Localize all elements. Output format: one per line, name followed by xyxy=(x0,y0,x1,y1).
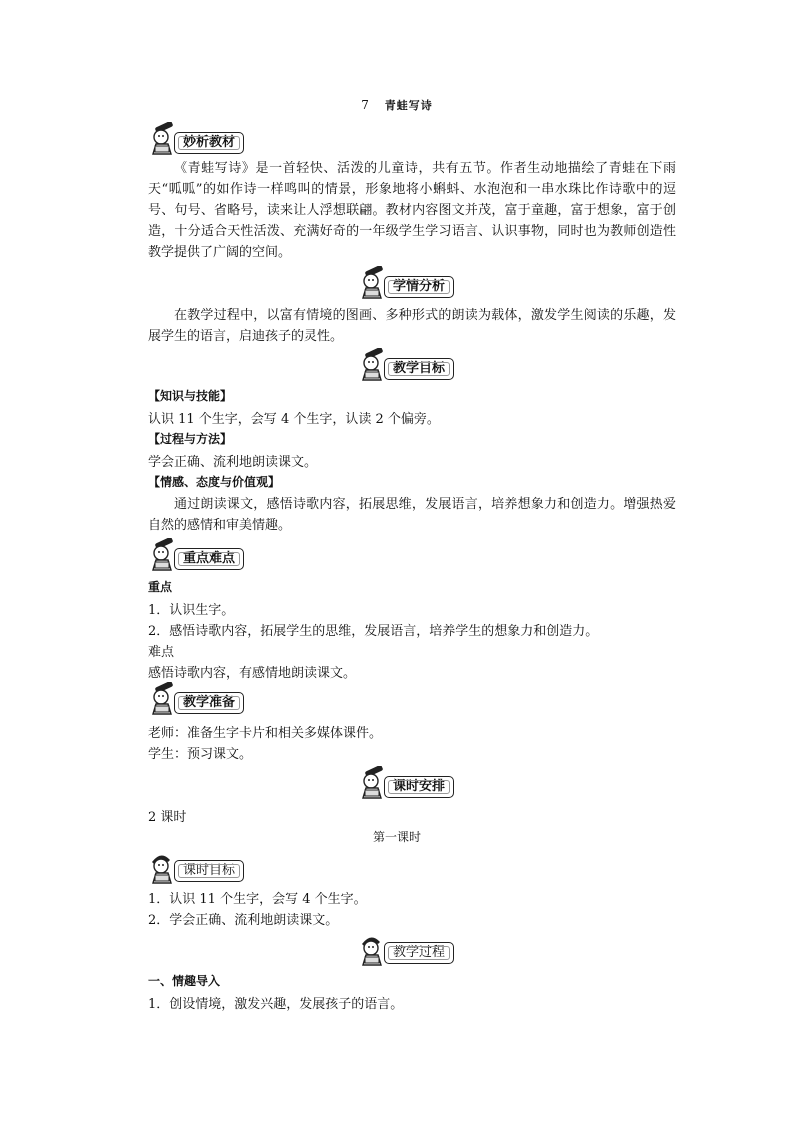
lesson-name: 青蛙写诗 xyxy=(384,99,433,112)
schedule-text: 2 课时 xyxy=(148,810,187,825)
learners-text: 在教学过程中，以富有情境的图画、多种形式的朗读为载体，激发学生阅读的乐趣，发展学生的语言，启迪孩子的灵性。 xyxy=(148,308,676,344)
section-badge-process xyxy=(356,934,454,966)
knowledge-text: 认识 11 个生字，会写 4 个生字，认读 2 个偏旁。 xyxy=(148,412,440,427)
process-heading: 【过程与方法】 xyxy=(148,432,233,446)
prep-teacher: 老师：准备生字卡片和相关多媒体课件。 xyxy=(148,726,383,741)
lesson-goal-2: 2．学会正确、流利地朗读课文。 xyxy=(148,913,339,928)
section-badge-keypoints xyxy=(146,540,244,572)
section-badge-goals xyxy=(356,350,454,382)
knowledge-heading: 【知识与技能】 xyxy=(148,389,233,403)
emotion-heading: 【情感、态度与价值观】 xyxy=(148,475,281,489)
section-badge-learners xyxy=(356,268,454,300)
section-label: 课时安排 xyxy=(384,776,454,798)
section-label: 课时目标 xyxy=(174,860,244,882)
key-heading: 重点 xyxy=(148,580,173,594)
analysis-text: 《青蛙写诗》是一首轻快、活泼的儿童诗，共有五节。作者生动地描绘了青蛙在下雨天“呱呱”的如作诗一样鸣叫的情景，形象地将小蝌蚪、水泡泡和一串水珠比作诗歌中的逗号、句号、省略号，读来让人浮想联翩。教材内容图文并茂，富于童趣，富于想象，富于创造，十分适合天性活泼、充满好奇的一年级学生学习语言、认识事物，同时也为教师创造性教学提供了广阔的空间。 xyxy=(148,161,676,260)
section-label: 妙析教材 xyxy=(174,132,244,154)
lesson-title xyxy=(0,97,794,113)
key-item-1: 1．认识生字。 xyxy=(148,603,235,618)
lesson-goal-1: 1．认识 11 个生字，会写 4 个生字。 xyxy=(148,892,367,907)
section-badge-prep xyxy=(146,684,244,716)
section-label: 教学过程 xyxy=(384,942,454,964)
lesson-number: 7 xyxy=(361,98,370,112)
hard-item-1: 感悟诗歌内容，有感情地朗读课文。 xyxy=(148,666,357,681)
hard-heading: 难点 xyxy=(148,645,175,660)
step-heading: 一、情趣导入 xyxy=(148,974,221,988)
section-badge-analysis xyxy=(146,124,244,156)
section-badge-schedule xyxy=(356,768,454,800)
step-item-1: 1．创设情境，激发兴趣，发展孩子的语言。 xyxy=(148,997,404,1012)
key-item-2: 2．感悟诗歌内容，拓展学生的思维，发展语言，培养学生的想象力和创造力。 xyxy=(148,624,599,639)
prep-student: 学生：预习课文。 xyxy=(148,747,253,762)
section-badge-lesson-goal xyxy=(146,852,244,884)
process-text: 学会正确、流利地朗读课文。 xyxy=(148,455,318,470)
section-label: 重点难点 xyxy=(174,548,244,570)
section-label: 学情分析 xyxy=(384,276,454,298)
section-label: 教学目标 xyxy=(384,358,454,380)
section-label: 教学准备 xyxy=(174,692,244,714)
emotion-text: 通过朗读课文，感悟诗歌内容，拓展思维，发展语言，培养想象力和创造力。增强热爱自然的感情和审美情趣。 xyxy=(148,497,676,533)
first-lesson-heading: 第一课时 xyxy=(372,830,421,844)
